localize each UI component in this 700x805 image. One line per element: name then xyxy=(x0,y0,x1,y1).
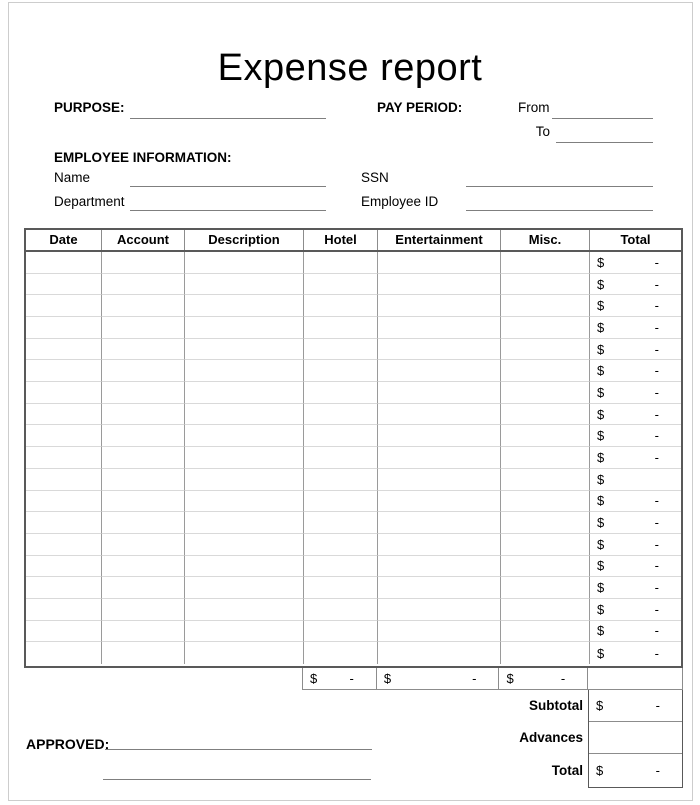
table-cell-account xyxy=(102,469,185,491)
table-cell-description xyxy=(185,404,304,426)
table-cell-account xyxy=(102,360,185,382)
table-cell-hotel xyxy=(304,339,378,361)
table-cell-total xyxy=(590,621,681,643)
currency-symbol: $ xyxy=(597,601,605,617)
table-cell-total xyxy=(590,252,681,274)
total-value-cell xyxy=(589,754,682,787)
approved-label: APPROVED: xyxy=(26,736,110,752)
table-cell-hotel xyxy=(304,469,378,491)
table-cell-date xyxy=(26,404,102,426)
table-cell-hotel xyxy=(304,534,378,556)
table-cell-account xyxy=(102,295,185,317)
currency-symbol: $ xyxy=(597,428,605,444)
amount-value: - xyxy=(654,341,659,357)
entertainment-total-cell xyxy=(377,668,500,690)
table-cell-description xyxy=(185,425,304,447)
currency-symbol: $ xyxy=(597,363,605,379)
table-cell-account xyxy=(102,577,185,599)
grand-total-spacer-cell xyxy=(588,668,683,690)
currency-symbol: $ xyxy=(597,580,605,596)
table-cell-entertainment xyxy=(378,534,501,556)
table-cell-hotel xyxy=(304,556,378,578)
advances-label: Advances xyxy=(519,730,583,745)
table-cell-hotel xyxy=(304,295,378,317)
table-cell-entertainment xyxy=(378,491,501,513)
table-cell-date xyxy=(26,317,102,339)
currency-symbol: $ xyxy=(597,298,605,314)
table-cell-account xyxy=(102,447,185,469)
currency-symbol: $ xyxy=(596,763,604,778)
table-cell-entertainment xyxy=(378,404,501,426)
table-cell-total xyxy=(590,274,681,296)
table-cell-date xyxy=(26,642,102,664)
table-cell-entertainment xyxy=(378,252,501,274)
table-cell-misc xyxy=(501,621,590,643)
amount-value: - xyxy=(654,536,659,552)
table-cell-date xyxy=(26,491,102,513)
currency-symbol: $ xyxy=(597,515,605,531)
table-cell-misc xyxy=(501,252,590,274)
department-field xyxy=(130,196,326,211)
table-cell-hotel xyxy=(304,252,378,274)
name-field xyxy=(130,172,326,187)
table-header-row xyxy=(26,230,681,252)
amount-value: - xyxy=(654,298,659,314)
column-header-description: Description xyxy=(185,230,304,250)
currency-symbol: $ xyxy=(597,406,605,422)
table-cell-hotel xyxy=(304,382,378,404)
table-cell-date xyxy=(26,599,102,621)
table-cell-misc xyxy=(501,534,590,556)
total-label: Total xyxy=(551,763,583,778)
table-cell-total xyxy=(590,599,681,621)
table-cell-hotel xyxy=(304,642,378,664)
table-cell-total xyxy=(590,512,681,534)
currency-symbol: $ xyxy=(597,471,605,487)
table-cell-total xyxy=(590,556,681,578)
table-cell-total xyxy=(590,360,681,382)
currency-symbol: $ xyxy=(597,384,605,400)
amount-value: - xyxy=(472,671,477,686)
table-cell-description xyxy=(185,556,304,578)
table-cell-entertainment xyxy=(378,295,501,317)
table-cell-hotel xyxy=(304,512,378,534)
table-cell-date xyxy=(26,512,102,534)
column-header-total: Total xyxy=(620,232,651,247)
table-body xyxy=(26,252,681,664)
column-header-misc: Misc. xyxy=(501,230,590,250)
table-cell-date xyxy=(26,339,102,361)
table-cell-hotel xyxy=(304,447,378,469)
currency-symbol: $ xyxy=(596,698,604,713)
purpose-label: PURPOSE: xyxy=(54,100,125,115)
table-cell-description xyxy=(185,360,304,382)
amount-value: - xyxy=(654,406,659,422)
table-cell-total xyxy=(590,491,681,513)
table-cell-misc xyxy=(501,512,590,534)
table-cell-date xyxy=(26,425,102,447)
table-cell-date xyxy=(26,360,102,382)
table-cell-hotel xyxy=(304,404,378,426)
table-cell-description xyxy=(185,469,304,491)
table-cell-description xyxy=(185,534,304,556)
to-label: To xyxy=(535,124,550,139)
table-cell-entertainment xyxy=(378,577,501,599)
employee-id-field xyxy=(466,196,653,211)
amount-value: - xyxy=(560,671,566,686)
currency-symbol: $ xyxy=(597,319,605,335)
column-header-date: Date xyxy=(26,230,102,250)
amount-value: - xyxy=(654,319,659,335)
table-cell-description xyxy=(185,577,304,599)
table-cell-description xyxy=(185,252,304,274)
ssn-field xyxy=(466,172,653,187)
table-cell-total xyxy=(590,404,681,426)
table-cell-date xyxy=(26,621,102,643)
table-cell-hotel xyxy=(304,621,378,643)
table-cell-hotel xyxy=(304,425,378,447)
table-cell-account xyxy=(102,621,185,643)
amount-value: - xyxy=(654,515,659,531)
table-cell-date xyxy=(26,534,102,556)
amount-value: - xyxy=(654,645,659,661)
pay-period-label: PAY PERIOD: xyxy=(377,100,463,115)
advances-value-cell xyxy=(589,722,682,754)
table-cell-hotel xyxy=(304,360,378,382)
table-cell-entertainment xyxy=(378,317,501,339)
subtotal-label: Subtotal xyxy=(529,698,583,713)
employee-id-label: Employee ID xyxy=(361,194,439,209)
table-cell-hotel xyxy=(304,274,378,296)
table-cell-entertainment xyxy=(378,621,501,643)
currency-symbol: $ xyxy=(597,341,605,357)
table-cell-total xyxy=(590,642,681,664)
table-cell-total xyxy=(590,295,681,317)
purpose-field xyxy=(130,104,326,119)
currency-symbol: $ xyxy=(597,623,605,639)
table-cell-date xyxy=(26,577,102,599)
table-cell-entertainment xyxy=(378,599,501,621)
table-cell-account xyxy=(102,404,185,426)
amount-value: - xyxy=(349,671,354,686)
amount-value: - xyxy=(654,493,659,509)
table-cell-description xyxy=(185,274,304,296)
table-cell-description xyxy=(185,491,304,513)
table-cell-misc xyxy=(501,404,590,426)
currency-symbol: $ xyxy=(310,671,318,686)
table-cell-description xyxy=(185,621,304,643)
table-cell-date xyxy=(26,447,102,469)
table-cell-entertainment xyxy=(378,556,501,578)
summary-box xyxy=(588,690,683,788)
table-cell-total xyxy=(590,425,681,447)
table-cell-entertainment xyxy=(378,425,501,447)
amount-value: - xyxy=(654,428,659,444)
subtotal-value-cell xyxy=(589,690,682,722)
table-cell-hotel xyxy=(304,491,378,513)
amount-value: - xyxy=(654,254,659,270)
to-field xyxy=(556,128,653,143)
approved-signature-line-2 xyxy=(103,765,371,780)
table-cell-account xyxy=(102,274,185,296)
table-cell-account xyxy=(102,425,185,447)
table-cell-misc xyxy=(501,339,590,361)
table-cell-description xyxy=(185,447,304,469)
table-cell-misc xyxy=(501,642,590,664)
expense-table xyxy=(24,228,683,668)
table-cell-account xyxy=(102,556,185,578)
currency-symbol: $ xyxy=(597,276,605,292)
amount-value: - xyxy=(654,558,659,574)
amount-value: - xyxy=(654,449,659,465)
table-cell-date xyxy=(26,274,102,296)
table-cell-account xyxy=(102,382,185,404)
table-cell-total xyxy=(590,447,681,469)
amount-value: - xyxy=(655,763,660,778)
hotel-total-cell xyxy=(303,668,377,690)
table-cell-account xyxy=(102,317,185,339)
table-cell-total xyxy=(590,317,681,339)
table-cell-misc xyxy=(501,599,590,621)
amount-value: - xyxy=(654,601,659,617)
currency-symbol: $ xyxy=(597,449,605,465)
column-header-entertainment: Entertainment xyxy=(378,230,501,250)
table-cell-misc xyxy=(501,425,590,447)
table-cell-misc xyxy=(501,469,590,491)
table-cell-description xyxy=(185,339,304,361)
table-cell-entertainment xyxy=(378,360,501,382)
approved-signature-line xyxy=(105,735,372,750)
currency-symbol: $ xyxy=(383,671,392,686)
table-cell-total xyxy=(590,382,681,404)
table-cell-description xyxy=(185,295,304,317)
table-cell-description xyxy=(185,642,304,664)
amount-value: - xyxy=(654,384,659,400)
table-cell-account xyxy=(102,512,185,534)
table-cell-hotel xyxy=(304,317,378,339)
table-cell-date xyxy=(26,382,102,404)
table-cell-entertainment xyxy=(378,339,501,361)
table-cell-account xyxy=(102,599,185,621)
currency-symbol: $ xyxy=(597,254,605,270)
table-cell-date xyxy=(26,556,102,578)
column-header-hotel: Hotel xyxy=(304,230,378,250)
employee-info-label: EMPLOYEE INFORMATION: xyxy=(54,150,232,165)
table-cell-misc xyxy=(501,274,590,296)
table-cell-total xyxy=(590,339,681,361)
amount-value: - xyxy=(654,276,659,292)
table-cell-date xyxy=(26,469,102,491)
table-cell-misc xyxy=(501,360,590,382)
table-cell-description xyxy=(185,317,304,339)
table-cell-account xyxy=(102,642,185,664)
table-cell-total xyxy=(590,469,681,491)
from-label: From xyxy=(518,100,550,115)
name-label: Name xyxy=(54,170,91,185)
table-cell-entertainment xyxy=(378,447,501,469)
department-label: Department xyxy=(54,194,125,209)
table-cell-entertainment xyxy=(378,512,501,534)
table-cell-misc xyxy=(501,382,590,404)
currency-symbol: $ xyxy=(506,671,514,686)
table-cell-date xyxy=(26,252,102,274)
table-cell-description xyxy=(185,512,304,534)
table-cell-description xyxy=(185,599,304,621)
table-cell-account xyxy=(102,339,185,361)
table-cell-misc xyxy=(501,556,590,578)
amount-value: - xyxy=(654,363,659,379)
table-cell-account xyxy=(102,252,185,274)
amount-value: - xyxy=(655,698,660,713)
page-title: Expense report xyxy=(217,47,483,90)
currency-symbol: $ xyxy=(597,536,605,552)
currency-symbol: $ xyxy=(597,493,605,509)
column-header-account: Account xyxy=(102,230,185,250)
table-cell-account xyxy=(102,534,185,556)
table-cell-misc xyxy=(501,577,590,599)
table-cell-misc xyxy=(501,491,590,513)
ssn-label: SSN xyxy=(361,170,389,185)
currency-symbol: $ xyxy=(597,645,605,661)
table-cell-entertainment xyxy=(378,642,501,664)
table-cell-account xyxy=(102,491,185,513)
table-cell-hotel xyxy=(304,599,378,621)
amount-value: - xyxy=(654,580,659,596)
table-cell-misc xyxy=(501,447,590,469)
amount-value: - xyxy=(654,623,659,639)
table-cell-total xyxy=(590,534,681,556)
table-cell-hotel xyxy=(304,577,378,599)
table-cell-date xyxy=(26,295,102,317)
misc-total-cell xyxy=(499,668,588,690)
from-field xyxy=(552,104,653,119)
table-cell-entertainment xyxy=(378,382,501,404)
table-cell-misc xyxy=(501,317,590,339)
currency-symbol: $ xyxy=(597,558,605,574)
column-totals-row xyxy=(302,668,683,690)
table-cell-entertainment xyxy=(378,469,501,491)
table-cell-misc xyxy=(501,295,590,317)
table-cell-description xyxy=(185,382,304,404)
table-cell-total xyxy=(590,577,681,599)
table-cell-entertainment xyxy=(378,274,501,296)
